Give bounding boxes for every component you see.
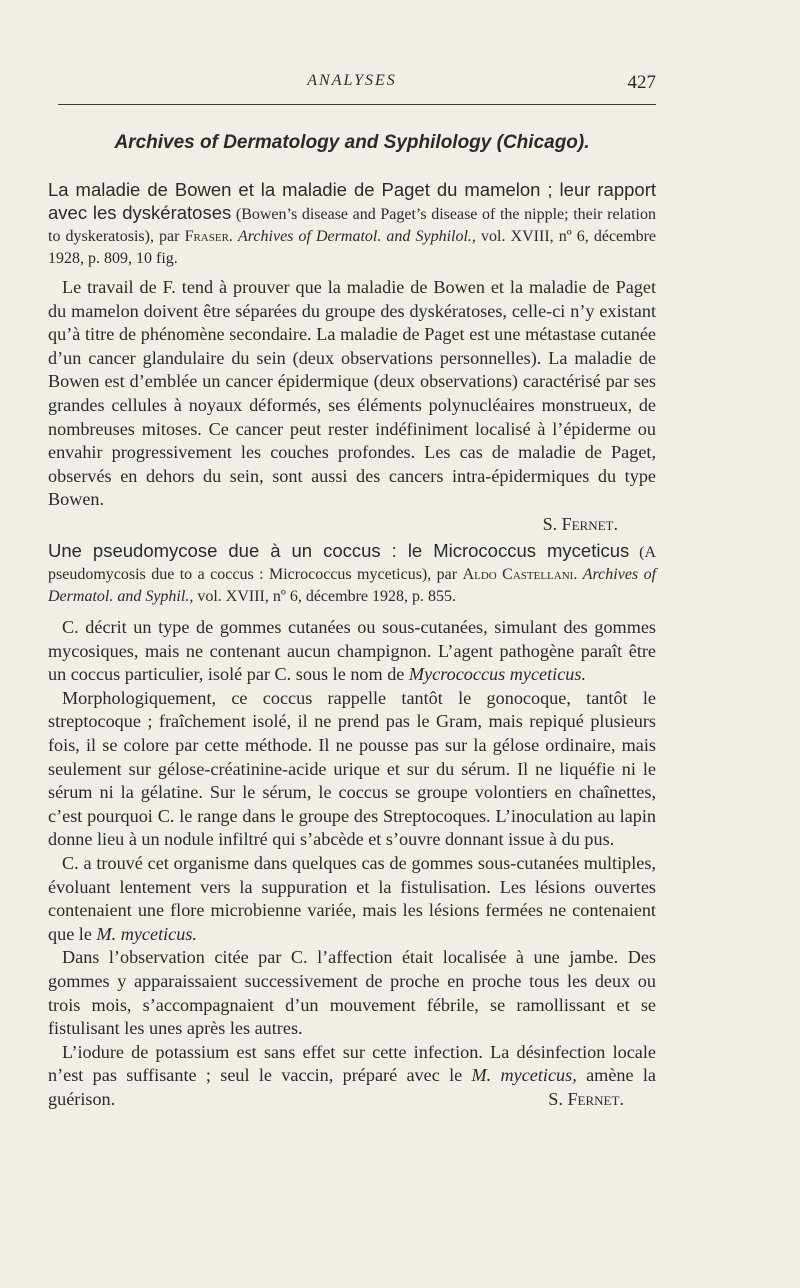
article-reference: (Bowen’s disease and Paget’s disease of the nipple; their relation to dyskeratosis), par bbox=[48, 206, 656, 245]
article-citation: vol. XVIII, nº 6, décembre 1928, p. 809, 10 fig. bbox=[48, 228, 657, 267]
paragraph-text: L’iodure de potassium est sans effet sur cette infection. La désinfection locale n’est pas suffisante ; seul le vaccin, préparé avec le bbox=[48, 1041, 656, 1086]
header-rule bbox=[58, 104, 656, 105]
running-title: ANALYSES bbox=[307, 72, 397, 89]
article-author: Fraser. bbox=[184, 228, 233, 245]
running-head bbox=[48, 72, 656, 94]
article-journal: Archives of Dermatol. and Syphilol., bbox=[238, 228, 476, 245]
journal-title: Archives of Dermatology and Syphilology (Chicago). bbox=[114, 132, 590, 153]
article-reference: (A pseudomycosis due to a coccus : Micrococcus myceticus), par bbox=[48, 544, 656, 583]
article-author: Aldo Castellani. bbox=[462, 566, 578, 583]
article-bowen-paget bbox=[48, 178, 656, 536]
species-name: M. myceticus, bbox=[471, 1065, 577, 1086]
species-name: Mycrococcus myceticus. bbox=[408, 664, 586, 685]
article-journal: Archives of Dermatol. and Syphil., bbox=[48, 566, 657, 605]
page-number: 427 bbox=[627, 72, 656, 93]
article-heading bbox=[48, 539, 656, 608]
paragraph-text: C. décrit un type de gommes cutanées ou sous-cutanées, simulant des gommes mycosiques, mais ne contenant aucun champignon. L’agent pathogène paraît être un coccus particulier, isolé par C. sous le nom de bbox=[48, 617, 656, 685]
article-pseudomycose bbox=[48, 539, 656, 1111]
species-name: M. myceticus. bbox=[96, 923, 197, 944]
paragraph-text: amène la guérison. bbox=[48, 1065, 656, 1109]
article-title: Une pseudomycose due à un coccus : le Micrococcus myceticus bbox=[48, 540, 630, 561]
article-signature: S. Fernet. bbox=[542, 513, 618, 534]
paragraph: Dans l’observation citée par C. l’affection était localisée à une jambe. Des gommes y apparaissaient successivement de proche en proche tous les deux ou trois mois, s’accompagnaient d’un mouvement fébrile, se ramollissant et se fistulisant les unes après les autres. bbox=[48, 947, 656, 1039]
paragraph bbox=[48, 1041, 656, 1112]
article-signature: S. Fernet. bbox=[548, 1088, 624, 1109]
article-body: Le travail de F. tend à prouver que la maladie de Bowen et la maladie de Paget du mamelon doivent être séparées du groupe des dyskératoses, celle-ci n’y existant qu’à titre de phénomène secondaire. La maladie de Paget est une métastase cutanée d’un cancer glandulaire du sein (deux observations personnelles). La maladie de Bowen est d’emblée un cancer épidermique (deux observations) caractérisé par ses grandes cellules à noyaux déformés, ses éléments polynucléaires monstrueux, de nombreuses mitoses. Ce cancer peut rester indéfiniment localisé à l’épiderme ou envahir progressivement les couches profondes. Les cas de maladie de Paget, observés en dehors du sein, sont aussi des cancers intra-épidermiques du type Bowen. bbox=[48, 277, 656, 510]
article-citation: vol. XVIII, nº 6, décembre 1928, p. 855. bbox=[197, 588, 457, 605]
paragraph-text: C. a trouvé cet organisme dans quelques cas de gommes sous-cutanées multiples, évoluant lentement vers la suppuration et la fistulisation. Les lésions ouvertes contenaient une flore microbienne variée, mais les lésions fermées ne contenaient que le bbox=[48, 852, 656, 944]
paragraph bbox=[48, 616, 656, 687]
article-title: La maladie de Bowen et la maladie de Paget du mamelon ; leur rapport avec les dyskératoses bbox=[48, 179, 656, 223]
paragraph bbox=[48, 852, 656, 946]
paragraph: Morphologiquement, ce coccus rappelle tantôt le gonocoque, tantôt le streptocoque ; fraîchement isolé, il ne prend pas le Gram, mais repiqué plusieurs fois, il se colore par cette méthode. Il ne pousse pas sur la gélose ordinaire, mais seulement sur gélose-créatinine-acide urique et sur du sérum. Il ne liquéfie ni le sérum ni la gélatine. Sur le sérum, le coccus se groupe volontiers en chaînettes, c’est pourquoi C. le range dans le groupe des Streptocoques. L’inoculation au lapin donne lieu à un nodule infiltré qui s’abcède et s’ouvre donnant issue à du pus. bbox=[48, 687, 656, 850]
article-heading bbox=[48, 178, 656, 270]
